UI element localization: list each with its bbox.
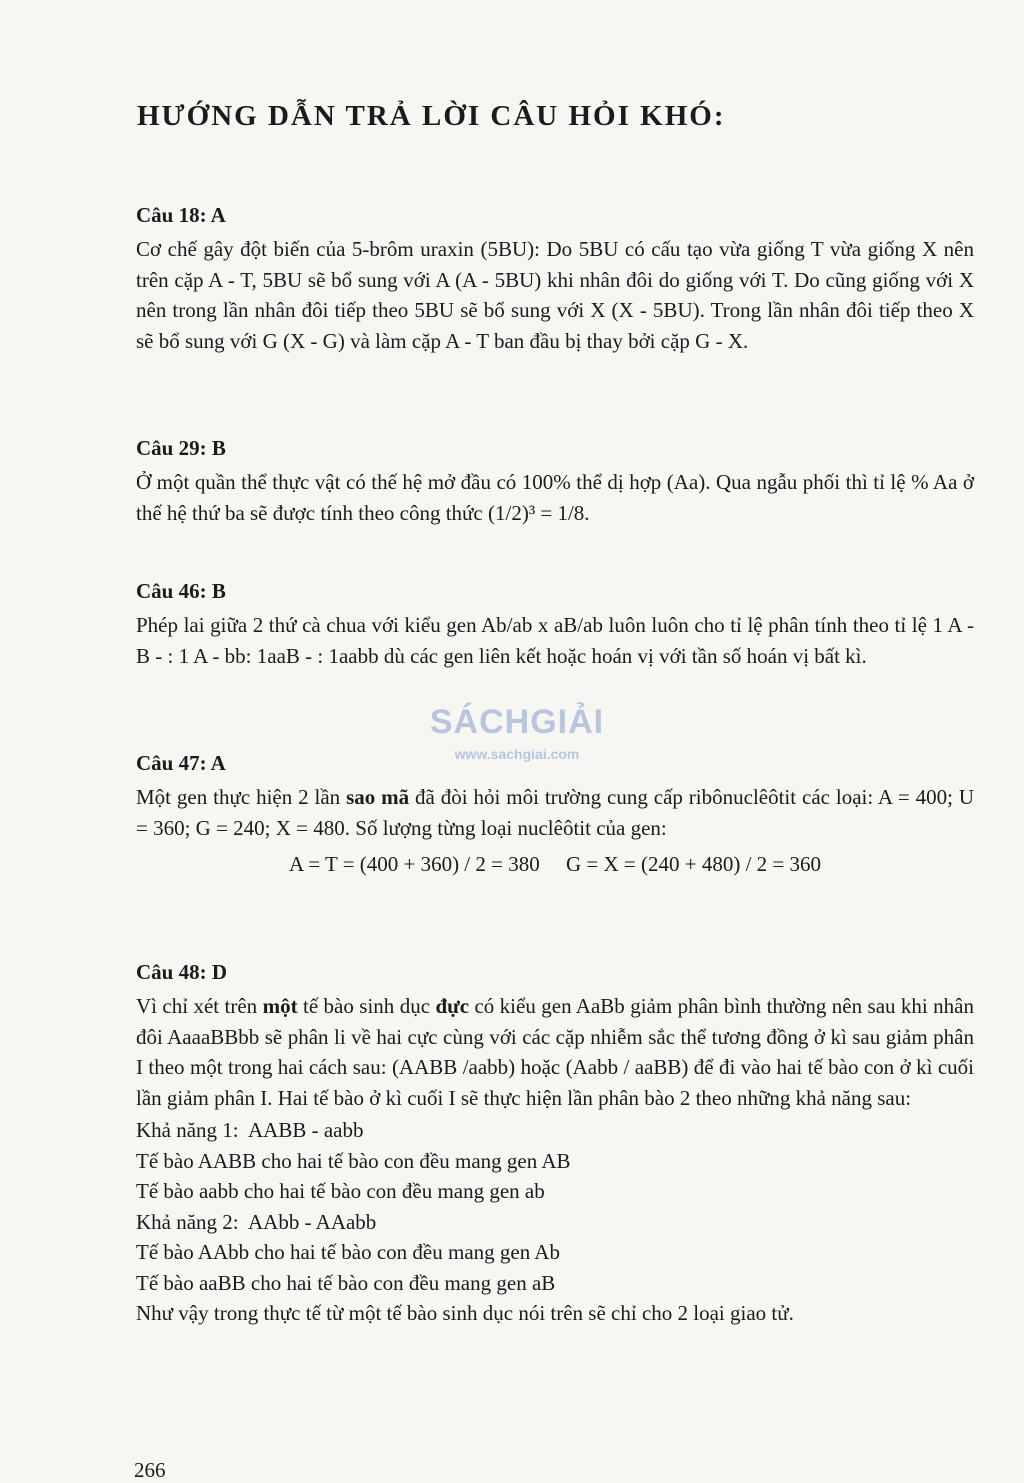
list-line: Tế bào AAbb cho hai tế bào con đều mang gen Ab [136,1240,560,1264]
answer-section-46 [136,579,974,671]
section-text: Cơ chế gây đột biến của 5-brôm uraxin (5BU): Do 5BU có cấu tạo vừa giống T vừa giống X nên trên cặp A - T, 5BU sẽ bổ sung với A (A - 5BU) khi nhân đôi do giống với T. Do cũng giống với X nên trong lần nhân đôi tiếp theo 5BU sẽ bổ sung với X (X - 5BU). Trong lần nhân đôi tiếp theo X sẽ bổ sung với G (X - G) và làm cặp A - T ban đầu bị thay bởi cặp G - X. [136,237,974,353]
list-line: Như vậy trong thực tế từ một tế bào sinh dục nói trên sẽ chỉ cho 2 loại giao tử. [136,1301,794,1325]
text-part: đã đòi hỏi môi trường cung cấp ribônuclêôtit các loại: A = 400; U = 360; G = 240; X = 480. Số lượng từng loại nuclêôtit của gen: [136,785,974,840]
formula-line: A = T = (400 + 360) / 2 = 380 G = X = (240 + 480) / 2 = 360 [288,852,822,876]
section-heading: Câu 48: D [136,960,228,984]
bold-term: sao mã [346,785,410,809]
section-text: Ở một quần thể thực vật có thế hệ mở đầu có 100% thể dị hợp (Aa). Qua ngẫu phối thì tỉ lệ % Aa ở thế hệ thứ ba sẽ được tính theo công thức (1/2)³ = 1/8. [136,470,974,525]
text-part: có kiểu gen AaBb giảm phân bình thường nên sau khi nhân đôi AaaaBBbb sẽ phân li về hai cực cùng với các cặp nhiễm sắc thể tương đồng ở kì sau giảm phân I theo một trong hai cách sau: (AABB /aabb) hoặc (Aabb / aaBB) để đi vào hai tế bào con ở kì cuối lần giảm phân I. Hai tế bào ở kì cuối I sẽ thực hiện lần phân bào 2 theo những khả năng sau: [136,994,974,1110]
answer-section-48 [136,960,974,1329]
section-text [136,991,974,1113]
answer-section-29 [136,436,974,528]
list-line: Khả năng 2: AAbb - AAabb [136,1209,377,1234]
watermark-url: www.sachgiai.com [454,746,580,762]
section-heading: Câu 46: B [136,579,226,603]
answer-section-47 [136,751,974,880]
page-number: 266 [134,1458,166,1482]
page-title: HƯỚNG DẪN TRẢ LỜI CÂU HỎI KHÓ: [137,100,726,132]
list-line: Tế bào AABB cho hai tế bào con đều mang gen AB [136,1148,571,1173]
bold-term: một [262,994,298,1018]
section-text [136,782,974,843]
section-heading: Câu 47: A [136,751,226,775]
section-heading: Câu 29: B [136,436,226,460]
possibility-list [136,1115,974,1329]
bold-term: đực [435,994,470,1018]
list-line: Tế bào aabb cho hai tế bào con đều mang gen ab [136,1179,545,1203]
list-line: Khả năng 1: AABB - aabb [136,1118,364,1142]
answer-section-18 [136,203,974,356]
text-part: Một gen thực hiện 2 lần [136,785,347,809]
text-part: Vì chỉ xét trên [136,994,263,1018]
section-heading: Câu 18: A [136,203,226,227]
section-text: Phép lai giữa 2 thứ cà chua với kiểu gen Ab/ab x aB/ab luôn luôn cho tỉ lệ phân tính theo tỉ lệ 1 A - B - : 1 A - bb: 1aaB - : 1aabb dù các gen liên kết hoặc hoán vị với tần số hoán vị bất kì. [136,613,974,668]
list-line: Tế bào aaBB cho hai tế bào con đều mang gen aB [136,1270,556,1295]
text-part: tế bào sinh dục [297,994,436,1018]
watermark-brand: SÁCHGIẢI [429,703,605,741]
